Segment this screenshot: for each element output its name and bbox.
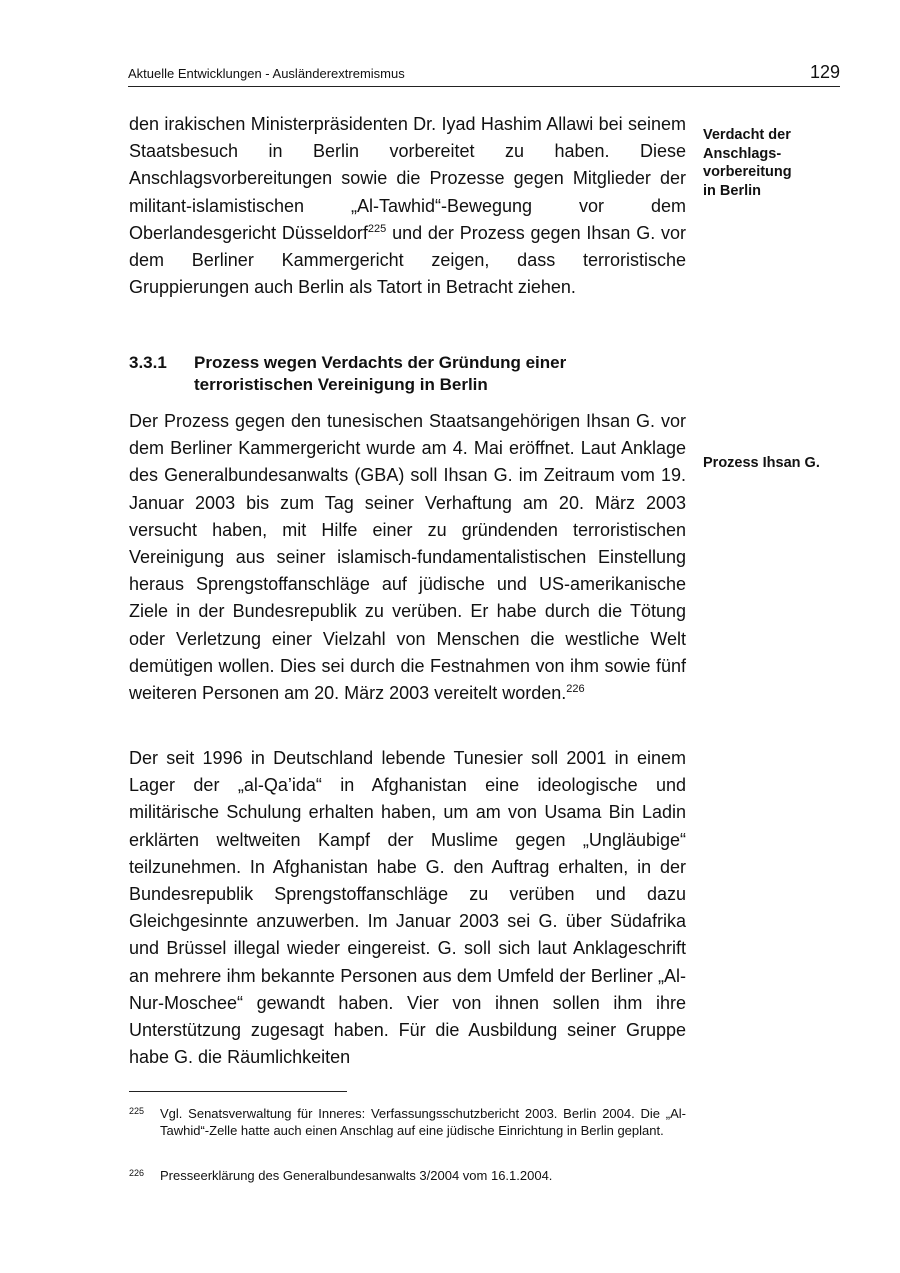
paragraph-1-text-a: den irakischen Ministerpräsidenten Dr. Iyad Hashim Allawi bei seinem Staatsbesuch in Berlin vorbereitet zu haben. Diese Anschlagsvorbereitungen sowie die Prozesse gegen Mitglieder der militant-islamistischen „Al-Tawhid“-Bewegung vor dem Oberlandesgericht Düsseldorf xyxy=(129,114,686,243)
paragraph-2 xyxy=(129,408,686,707)
footnote-text: Vgl. Senatsverwaltung für Inneres: Verfassungsschutzbericht 2003. Berlin 2004. Die „Al-Tawhid“-Zelle hatte auch einen Anschlag auf eine jüdische Einrichtung in Berlin geplant. xyxy=(160,1106,686,1138)
page-header xyxy=(128,62,840,87)
footnote-number: 225 xyxy=(129,1106,145,1116)
paragraph-1-text-b: und der Prozess gegen Ihsan G. vor dem Berliner Kammergericht zeigen, dass terroristische Gruppierungen auch Berlin als Tatort in Betracht ziehen. xyxy=(129,222,687,298)
page-number: 129 xyxy=(809,62,840,82)
paragraph-2-text: Der Prozess gegen den tunesischen Staatsangehörigen Ihsan G. vor dem Berliner Kammergericht wurde am 4. Mai eröffnet. Laut Anklage des Generalbundesanwalts (GBA) soll Ihsan G. im Zeitraum vom 19. Januar 2003 bis zum Tag seiner Verhaftung am 20. März 2003 versucht haben, mit Hilfe einer zu gründenden terroristischen Vereinigung aus seiner islamisch-fundamentalistischen Einstellung heraus Sprengstoffanschläge auf jüdische und US-amerikanische Ziele in der Bundesrepublik zu verüben. Er habe durch die Tötung oder Verletzung einer Vielzahl von Menschen die westliche Welt demütigen wollen. Dies sei durch die Festnahmen von ihm sowie fünf weiteren Personen am 20. März 2003 vereitelt worden. xyxy=(129,411,686,704)
footnote-text: Presseerklärung des Generalbundesanwalts 3/2004 vom 16.1.2004. xyxy=(160,1168,553,1183)
footnote-ref-225[interactable]: 225 xyxy=(367,222,387,235)
running-title: Aktuelle Entwicklungen - Ausländerextremismus xyxy=(128,66,405,81)
footnote-number: 226 xyxy=(129,1168,145,1178)
margin-note-prozess: Prozess Ihsan G. xyxy=(703,455,820,471)
footnote-226 xyxy=(129,1168,686,1185)
paragraph-3-text: Der seit 1996 in Deutschland lebende Tunesier soll 2001 in einem Lager der „al-Qa’ida“ in Afghanistan eine ideologische und militärische Schulung erhalten haben, um am von Usama Bin Ladin erklärten weltweiten Kampf der Muslime gegen „Ungläubige“ teilzunehmen. In Afghanistan habe G. den Auftrag erhalten, in der Bundesrepublik Sprengstoffanschläge zu verüben und dazu Gleichgesinnte anzuwerben. Im Januar 2003 sei G. über Südafrika und Brüssel illegal wieder eingereist. G. soll sich laut Anklageschrift an mehrere ihm bekannte Personen aus dem Umfeld der Berliner „Al-Nur-Moschee“ gewandt haben. Vier von ihnen sollen ihm ihre Unterstützung zugesagt haben. Für die Ausbildung seiner Gruppe habe G. die Räumlichkeiten xyxy=(129,748,686,1068)
margin-note-anschlag: Verdacht der Anschlags- vorbereitung in Berlin xyxy=(703,127,792,199)
footnote-225 xyxy=(129,1106,686,1139)
footnote-ref-226[interactable]: 226 xyxy=(566,683,585,696)
section-title: Prozess wegen Verdachts der Gründung einer terroristischen Vereinigung in Berlin xyxy=(194,353,567,394)
paragraph-3 xyxy=(129,745,686,1071)
section-number: 3.3.1 xyxy=(129,353,167,372)
footnote-separator xyxy=(129,1091,347,1092)
paragraph-1 xyxy=(129,111,686,301)
